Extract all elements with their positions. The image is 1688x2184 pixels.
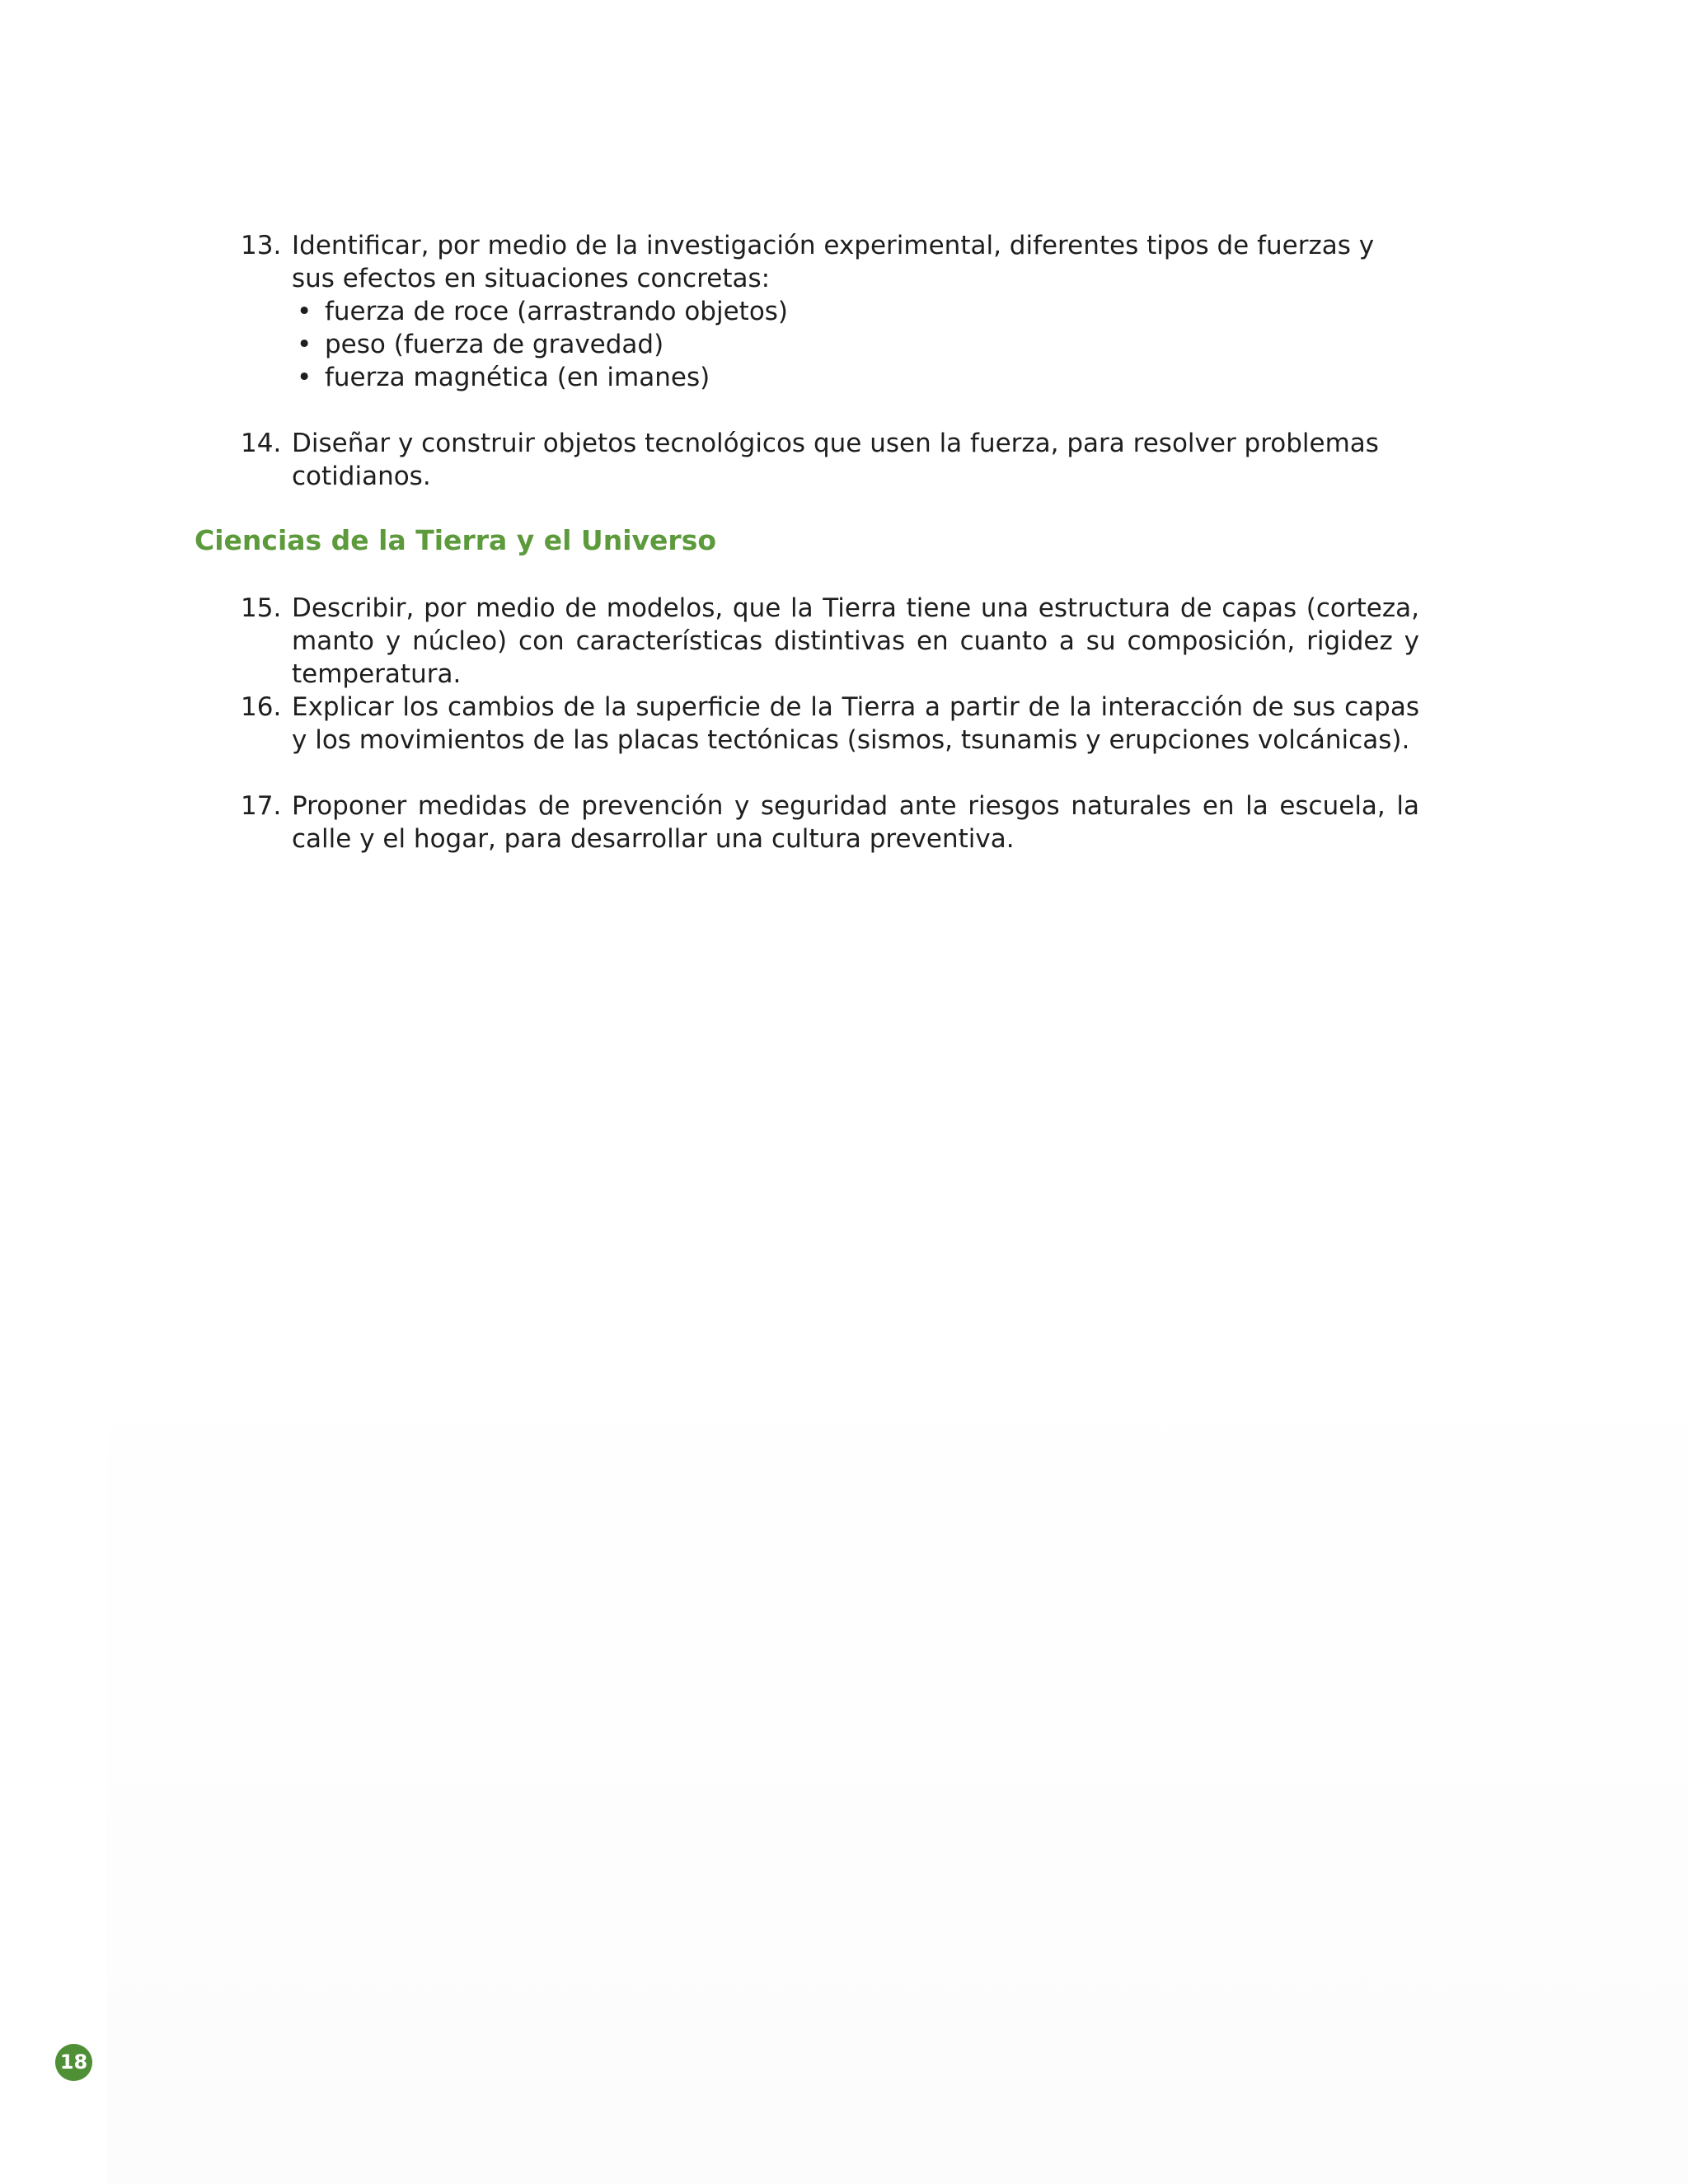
objective-number: 14. — [241, 429, 282, 458]
objective-number: 16. — [241, 692, 282, 722]
page-number-badge: 18 — [55, 2044, 92, 2081]
bullet-glyph: • — [297, 363, 312, 392]
objective-text: Describir, por medio de modelos, que la Tierra tiene una estructura de capas (corteza, manto y núcleo) con características distintivas en cuanto a su composición, rigidez y temperatura. — [292, 593, 1419, 689]
bullet-text: fuerza de roce (arrastrando objetos) — [325, 297, 789, 326]
bullet-text: peso (fuerza de gravedad) — [325, 330, 664, 359]
objective-text: Identificar, por medio de la investigación experimental, diferentes tipos de fuerzas y sus efectos en situaciones concretas: — [292, 231, 1375, 293]
objective-item-13 — [241, 229, 1419, 394]
objective-text: Diseñar y construir objetos tecnológicos que usen la fuerza, para resolver problemas cotidianos. — [292, 429, 1379, 491]
objective-text: Explicar los cambios de la superficie de la Tierra a partir de la interacción de sus capas y los movimientos de las placas tectónicas (sismos, tsunamis y erupciones volcánicas). — [292, 692, 1419, 755]
list-item — [292, 328, 1419, 361]
objective-number: 13. — [241, 231, 282, 260]
objective-item-15 — [241, 592, 1419, 691]
bullet-text: fuerza magnética (en imanes) — [325, 363, 710, 392]
objective-number: 15. — [241, 593, 282, 623]
objective-item-14 — [241, 427, 1419, 493]
list-item — [292, 295, 1419, 328]
objective-number: 17. — [241, 791, 282, 821]
bullet-glyph: • — [297, 297, 312, 326]
bullet-list — [292, 295, 1419, 394]
objective-item-16 — [241, 691, 1419, 757]
list-item — [292, 361, 1419, 394]
objective-text: Proponer medidas de prevención y seguridad ante riesgos naturales en la escuela, la calle y el hogar, para desarrollar una cultura preventiva. — [292, 791, 1419, 854]
objective-item-17 — [241, 790, 1419, 855]
section-heading: Ciencias de la Tierra y el Universo — [195, 524, 717, 556]
bullet-glyph: • — [297, 330, 312, 359]
